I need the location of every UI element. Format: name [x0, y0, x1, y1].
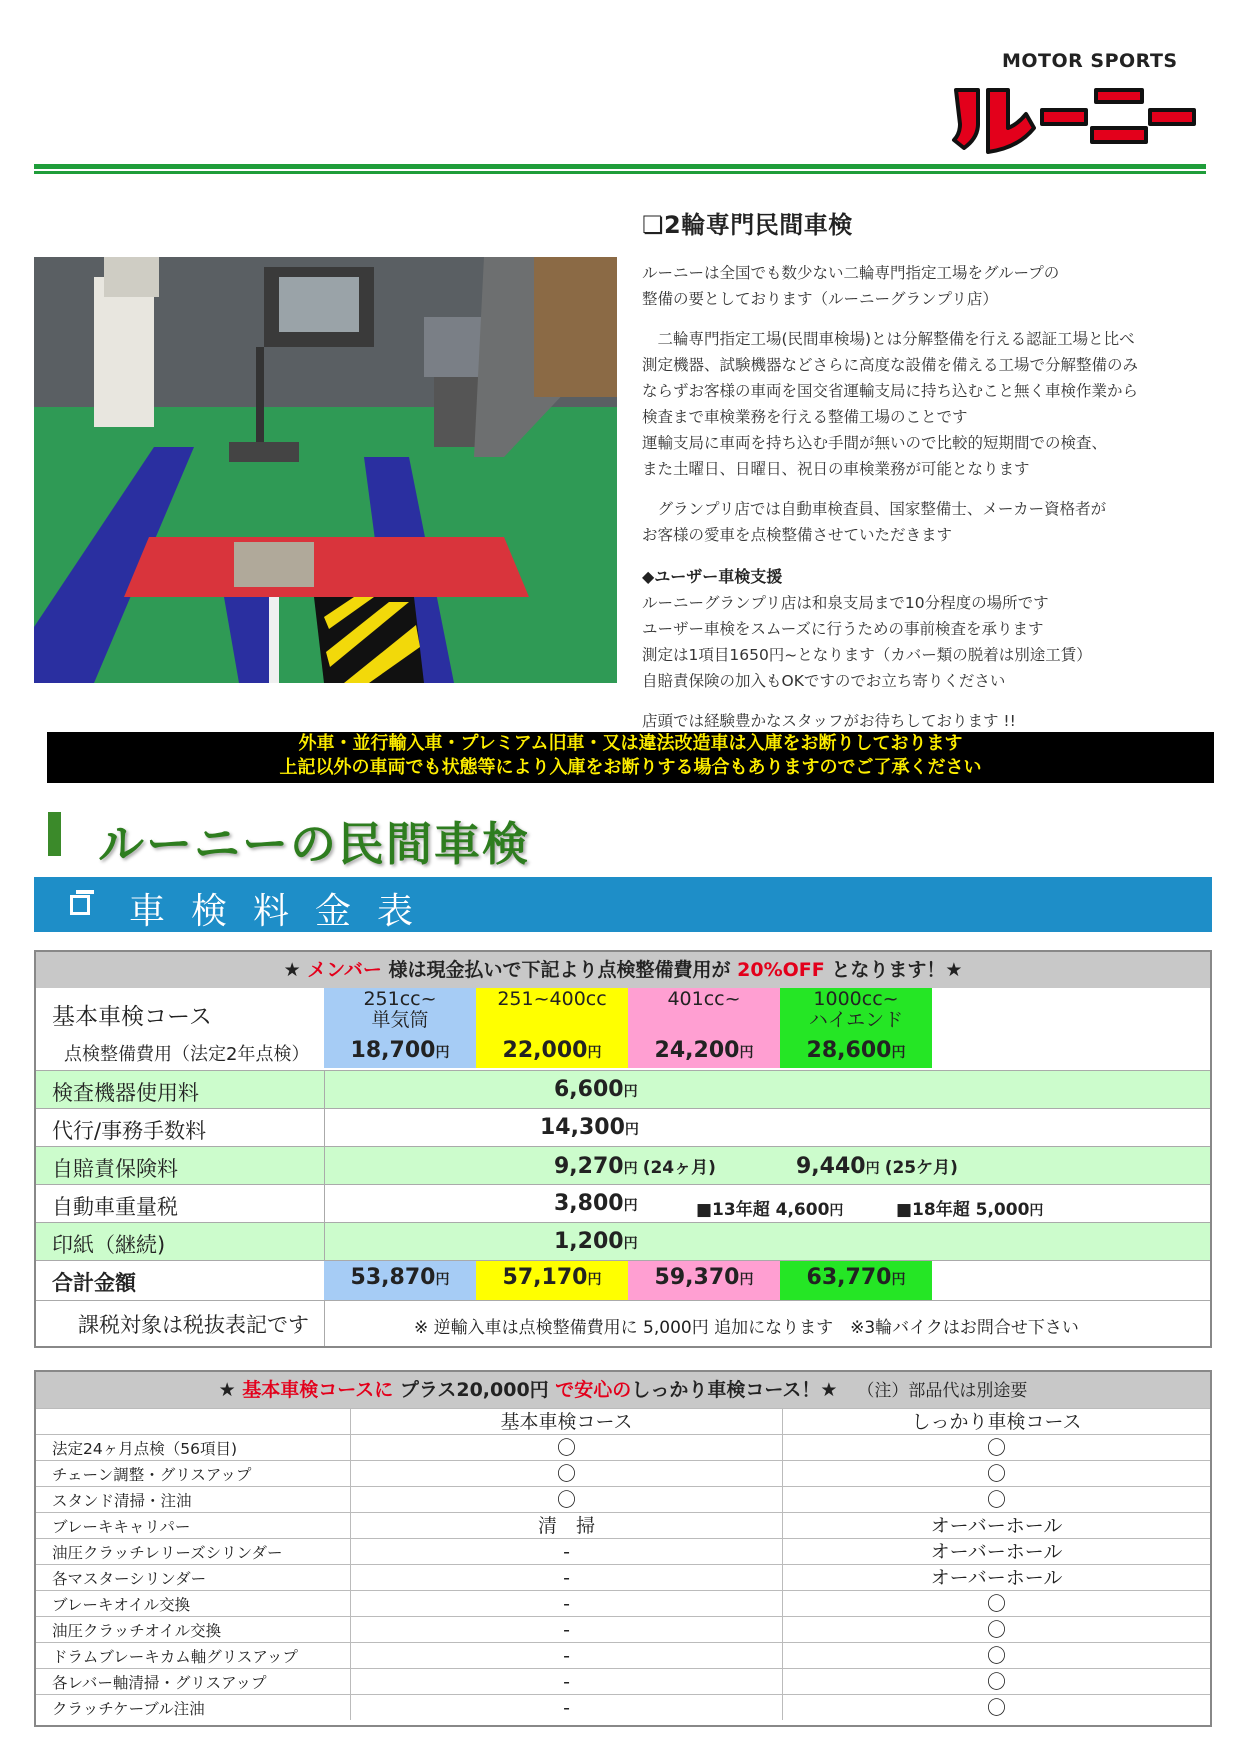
intro-paragraph-5: 店頭では経験豊かなスタッフがお待ちしております !!	[642, 712, 1016, 730]
fee-table-header: ★ メンバー 様は現金払いで下記より点検整備費用が 20%OFF となります！★	[36, 952, 1210, 988]
insurance-25-price: 9,440	[796, 1154, 866, 1179]
table-row	[36, 1512, 1210, 1538]
intro-paragraph-1: ルーニーは全国でも数少ない二輪専門指定工場をグループの 整備の要としております（ルーニーグランプリ店）	[642, 264, 1060, 308]
agency-row: 代行/事務手数料 14,300円	[36, 1108, 1210, 1146]
tax-note-label: 課税対象は税抜表記です	[78, 1313, 309, 1337]
row-basic: -	[350, 1669, 782, 1694]
row-full: 〇	[782, 1591, 1210, 1616]
column-full: しっかり車検コース	[782, 1409, 1210, 1434]
row-full: オーバーホール	[782, 1513, 1210, 1538]
intro-paragraph-3: グランプリ店では自動車検査員、国家整備士、メーカー資格者が お客様の愛車を点検整備させていただきます	[642, 500, 1107, 544]
insurance-label: 自賠責保険料	[52, 1157, 178, 1181]
plus-course-header: ★ 基本車検コースに プラス20,000円 で安心のしっかり車検コース！★ （注）部品代は別途要	[36, 1372, 1210, 1408]
inspect-label: 点検整備費用（法定2年点検）	[64, 1044, 310, 1065]
notice-line-2: 上記以外の車両でも状態等により入庫をお断りする場合もありますのでご了承ください	[279, 757, 982, 778]
row-item: チェーン調整・グリスアップ	[52, 1466, 252, 1484]
intro-paragraph-2: 二輪専門指定工場(民間車検場)とは分解整備を行える認証工場と比べ 測定機器、試験機器などさらに高度な設備を備える工場で分解整備のみ ならずお客様の車両を国交省運輸支局に持ち込むこと無く車検作業から 検査まで車検業務を行える整備工場のことです 運輸支局に車両を持ち込む手間が無いので比較的短期間での検査、 また土曜日、日曜日、祝日の車検業務が可能となります	[642, 330, 1139, 478]
row-full: 〇	[782, 1643, 1210, 1668]
insurance-24-price: 9,270	[554, 1154, 624, 1179]
stamp-label: 印紙（継続)	[52, 1233, 166, 1257]
row-basic: -	[350, 1695, 782, 1720]
table-row	[36, 1486, 1210, 1512]
course-row	[36, 988, 1210, 1034]
row-basic: 〇	[350, 1435, 782, 1460]
notice-banner	[47, 732, 1214, 783]
user-inspection-heading: ◆ユーザー車検支援	[642, 567, 783, 586]
stamp-price: 1,200	[554, 1229, 624, 1254]
row-basic: 〇	[350, 1487, 782, 1512]
logo-subtitle: MOTOR SPORTS	[1002, 50, 1178, 72]
weight-tax-13: ■13年超 4,600	[696, 1200, 830, 1220]
row-basic: -	[350, 1617, 782, 1642]
square-icon	[70, 895, 90, 915]
row-full: 〇	[782, 1695, 1210, 1720]
course-label: 基本車検コース	[52, 1004, 212, 1030]
row-item: クラッチケーブル注油	[52, 1700, 205, 1718]
column-basic: 基本車検コース	[350, 1409, 782, 1434]
plus-column-headers	[36, 1408, 1210, 1434]
row-item: スタンド清掃・注油	[52, 1492, 192, 1510]
row-item: 各マスターシリンダー	[52, 1570, 207, 1588]
total-price-3: 59,370円	[628, 1261, 780, 1300]
table-row	[36, 1434, 1210, 1460]
table-row	[36, 1694, 1210, 1720]
row-item: 油圧クラッチレリーズシリンダー	[52, 1544, 283, 1562]
fee-footnote: ※ 逆輸入車は点検整備費用に 5,000円 追加になります ※3輪バイクはお問合せ下さい	[414, 1318, 1079, 1338]
agency-label: 代行/事務手数料	[52, 1119, 207, 1143]
class-header-2: 251~400cc	[476, 988, 628, 1034]
intro-paragraph-4: ルーニーグランプリ店は和泉支局まで10分程度の場所です ユーザー車検をスムーズに行うための事前検査を承ります 測定は1項目1650円~となります（カバー類の脱着は別途工賃） 自賠責保険の加入もOKですのでお立ち寄りください	[642, 594, 1092, 690]
table-row	[36, 1590, 1210, 1616]
table-row	[36, 1668, 1210, 1694]
row-basic: 清 掃	[350, 1513, 782, 1538]
row-full: 〇	[782, 1669, 1210, 1694]
parts-note: （注）部品代は別途要	[857, 1381, 1028, 1401]
fee-footer-row	[36, 1300, 1210, 1346]
row-item: ドラムブレーキカム軸グリスアップ	[52, 1648, 298, 1666]
row-full: 〇	[782, 1461, 1210, 1486]
class-header-1: 251cc~ 単気筒	[324, 988, 476, 1034]
notice-line-1: 外車・並行輸入車・プレミアム旧車・又は違法改造車は入庫をお断りしております	[298, 733, 963, 754]
weight-tax-18: ■18年超 5,000	[896, 1200, 1030, 1220]
stamp-row: 印紙（継続) 1,200円	[36, 1222, 1210, 1260]
machine-row: 検査機器使用料 6,600円	[36, 1070, 1210, 1108]
table-row	[36, 1642, 1210, 1668]
section-title: ルーニーの民間車検	[98, 817, 530, 871]
insurance-25-note: (25ケ月)	[884, 1158, 958, 1178]
plus-course-table	[34, 1370, 1212, 1727]
table-row	[36, 1616, 1210, 1642]
row-basic: 〇	[350, 1461, 782, 1486]
header-rule	[34, 164, 1206, 169]
brand-logo	[950, 50, 1200, 160]
row-full: オーバーホール	[782, 1565, 1210, 1590]
logo-mark	[950, 74, 1200, 160]
total-price-4: 63,770円	[780, 1261, 932, 1300]
insurance-24-note: (24ヶ月)	[642, 1158, 716, 1178]
row-item: 油圧クラッチオイル交換	[52, 1622, 222, 1640]
weight-tax-label: 自動車重量税	[52, 1195, 178, 1219]
inspect-price-1: 18,700円	[324, 1034, 476, 1068]
row-item: ブレーキキャリパー	[52, 1518, 191, 1536]
header-rule-thin	[34, 171, 1206, 174]
row-item: 法定24ヶ月点検（56項目)	[52, 1440, 237, 1458]
machine-price: 6,600	[554, 1077, 624, 1102]
class-header-3: 401cc~	[628, 988, 780, 1034]
row-full: 〇	[782, 1617, 1210, 1642]
member-label: メンバー	[307, 959, 382, 981]
agency-price: 14,300	[540, 1115, 625, 1140]
price-table-band	[34, 877, 1212, 932]
price-table-title: 車検料金表	[129, 891, 440, 932]
class-header-4: 1000cc~ ハイエンド	[780, 988, 932, 1034]
inspect-price-3: 24,200円	[628, 1034, 780, 1068]
machine-label: 検査機器使用料	[52, 1081, 199, 1105]
inspect-price-2: 22,000円	[476, 1034, 628, 1068]
row-full: 〇	[782, 1435, 1210, 1460]
inspect-price-4: 28,600円	[780, 1034, 932, 1068]
insurance-row: 自賠責保険料 9,270円 (24ヶ月) 9,440円 (25ケ月)	[36, 1146, 1210, 1184]
discount-label: 20%OFF	[737, 959, 825, 981]
intro-title: ❏2輪専門民間車検	[642, 211, 853, 239]
total-price-1: 53,870円	[324, 1261, 476, 1300]
table-row	[36, 1564, 1210, 1590]
fee-table	[34, 950, 1212, 1348]
inspection-bay-photo	[34, 257, 617, 683]
row-basic: -	[350, 1643, 782, 1668]
weight-tax-price: 3,800	[554, 1191, 624, 1216]
total-price-2: 57,170円	[476, 1261, 628, 1300]
table-row	[36, 1538, 1210, 1564]
intro-section	[642, 205, 1202, 734]
table-row	[36, 1460, 1210, 1486]
row-full: オーバーホール	[782, 1539, 1210, 1564]
row-full: 〇	[782, 1487, 1210, 1512]
row-basic: -	[350, 1539, 782, 1564]
row-basic: -	[350, 1565, 782, 1590]
row-item: 各レバー軸清掃・グリスアップ	[52, 1674, 267, 1692]
row-basic: -	[350, 1591, 782, 1616]
inspect-row	[36, 1034, 1210, 1068]
total-label: 合計金額	[52, 1271, 136, 1295]
weight-tax-row: 自動車重量税 3,800円 ■13年超 4,600円 ■18年超 5,000円	[36, 1184, 1210, 1222]
section-title-bar	[48, 812, 61, 856]
total-row	[36, 1260, 1210, 1300]
row-item: ブレーキオイル交換	[52, 1596, 191, 1614]
